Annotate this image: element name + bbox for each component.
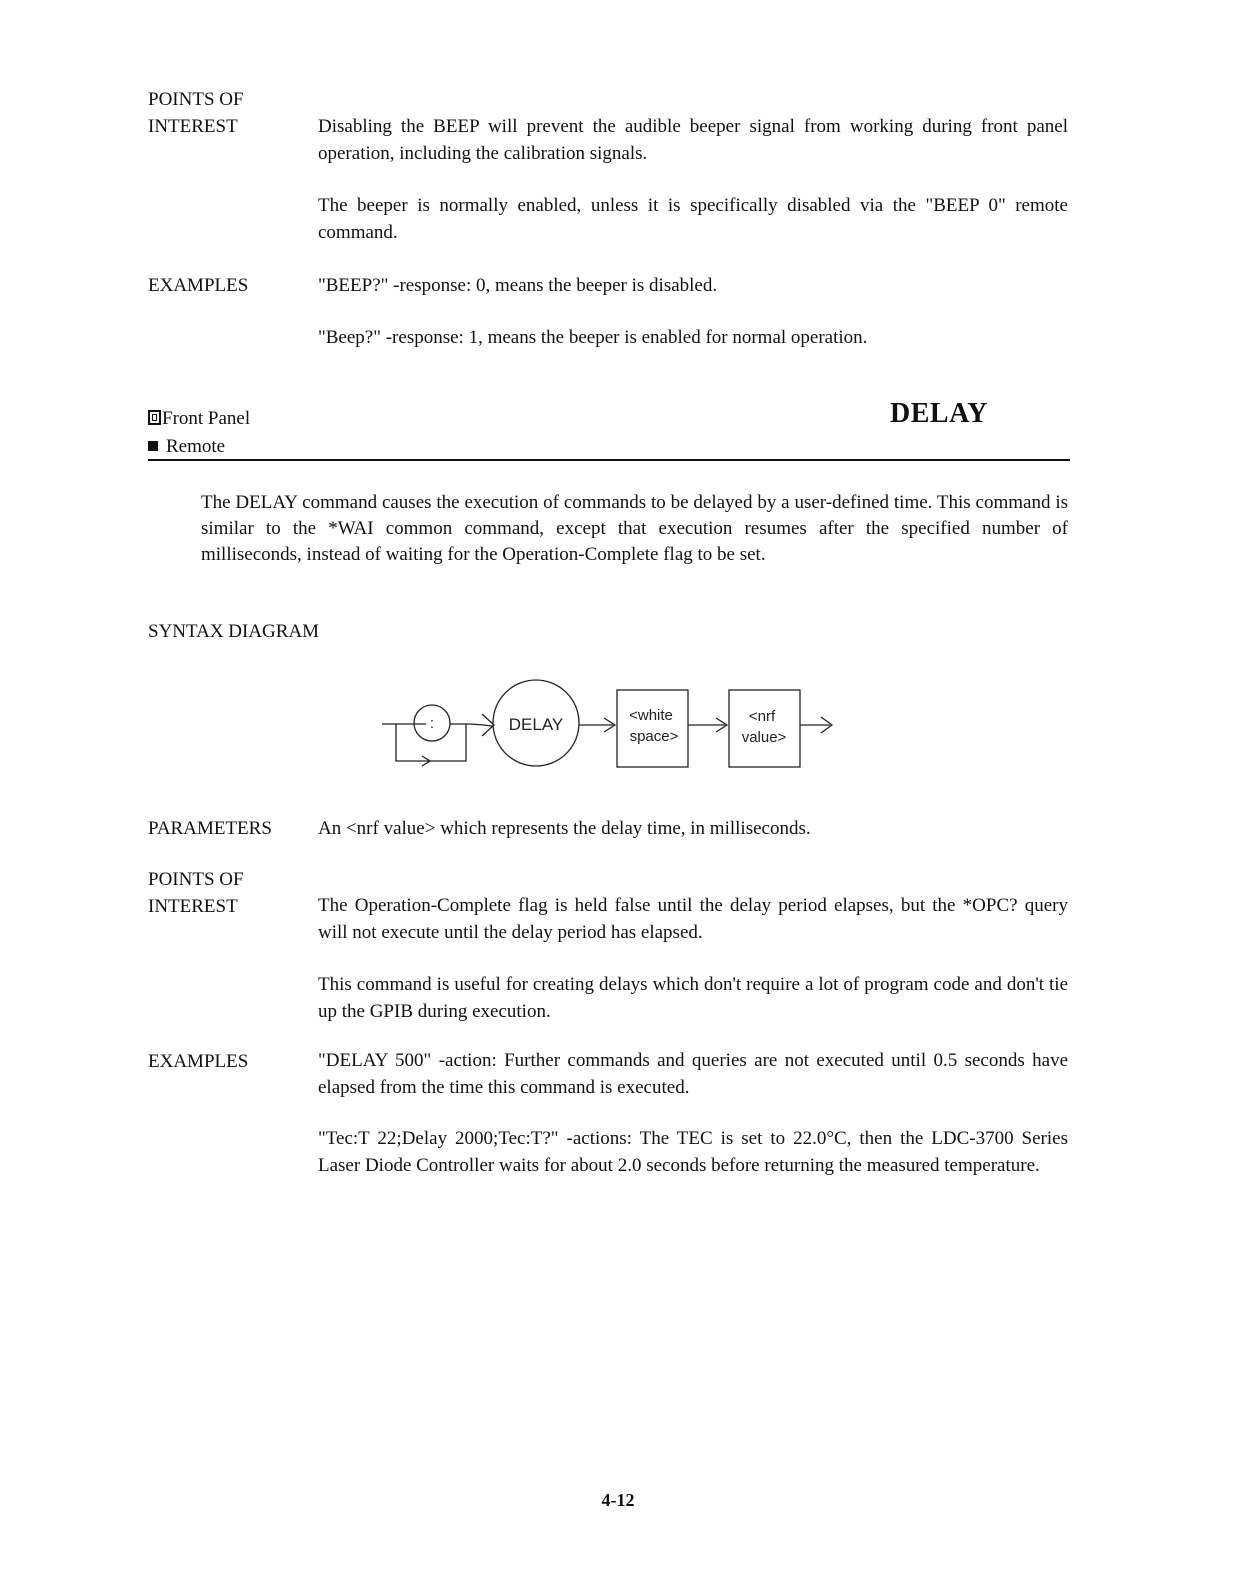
- parameters-text: An <nrf value> which represents the delay time, in milliseconds.: [318, 818, 811, 839]
- poi1-label-line1: POINTS OF: [148, 89, 244, 110]
- poi1-label-line2: INTEREST: [148, 116, 238, 137]
- command-title: DELAY: [890, 398, 988, 429]
- page-number: 4-12: [601, 1490, 635, 1510]
- syntax-diagram: [370, 670, 850, 785]
- examples1-label: EXAMPLES: [148, 275, 249, 296]
- nrf-value-line1: <nrf: [748, 708, 776, 725]
- white-space-line1: <white: [629, 707, 673, 724]
- examples2-item-2: "Tec:T 22;Delay 2000;Tec:T?" -actions: The TEC is set to 22.0°C, then the LDC-3700 Series Laser Diode Controller waits for about 2.0 seconds before returning the measured temperature.: [318, 1128, 1068, 1176]
- hollow-box-icon: [148, 410, 161, 425]
- remote-indicator: [148, 433, 225, 460]
- filled-square-icon: [148, 441, 158, 451]
- syntax-label: SYNTAX DIAGRAM: [148, 621, 320, 642]
- examples1-item-2: "Beep?" -response: 1, means the beeper is enabled for normal operation.: [318, 327, 868, 348]
- poi2-label-line2: INTEREST: [148, 896, 238, 917]
- delay-node-text: DELAY: [508, 715, 564, 734]
- poi2-paragraph-2: This command is useful for creating delays which don't require a lot of program code and don't tie up the GPIB during execution.: [318, 974, 1068, 1022]
- examples1-item-1: "BEEP?" -response: 0, means the beeper is disabled.: [318, 275, 718, 296]
- poi1-paragraph-2: The beeper is normally enabled, unless it is specifically disabled via the "BEEP 0" remote command.: [318, 195, 1068, 243]
- white-space-line2: space>: [629, 728, 679, 745]
- poi1-paragraph-1: Disabling the BEEP will prevent the audible beeper signal from working during front panel operation, including the calibration signals.: [318, 116, 1068, 164]
- poi2-paragraph-1: The Operation-Complete flag is held false until the delay period elapses, but the *OPC? query will not execute until the delay period has elapsed.: [318, 895, 1068, 943]
- remote-label: Remote: [166, 436, 226, 457]
- poi2-label-line1: POINTS OF: [148, 869, 244, 890]
- examples2-label: EXAMPLES: [148, 1051, 249, 1072]
- front-panel-label: Front Panel: [162, 408, 251, 429]
- parameters-label: PARAMETERS: [148, 818, 272, 839]
- intro-paragraph: The DELAY command causes the execution of commands to be delayed by a user-defined time. This command is similar to the *WAI common command, except that execution resumes after the specified number of milliseconds, instead of waiting for the Operation-Complete flag to be set.: [201, 492, 1068, 565]
- syntax-connector-1: [450, 724, 492, 726]
- examples2-item-1: "DELAY 500" -action: Further commands and queries are not executed until 0.5 seconds have elapsed from the time this command is executed.: [318, 1050, 1068, 1098]
- front-panel-indicator: [148, 405, 250, 432]
- nrf-value-line2: value>: [741, 729, 787, 746]
- colon-text: :: [429, 715, 435, 732]
- header-rule: [148, 459, 1070, 461]
